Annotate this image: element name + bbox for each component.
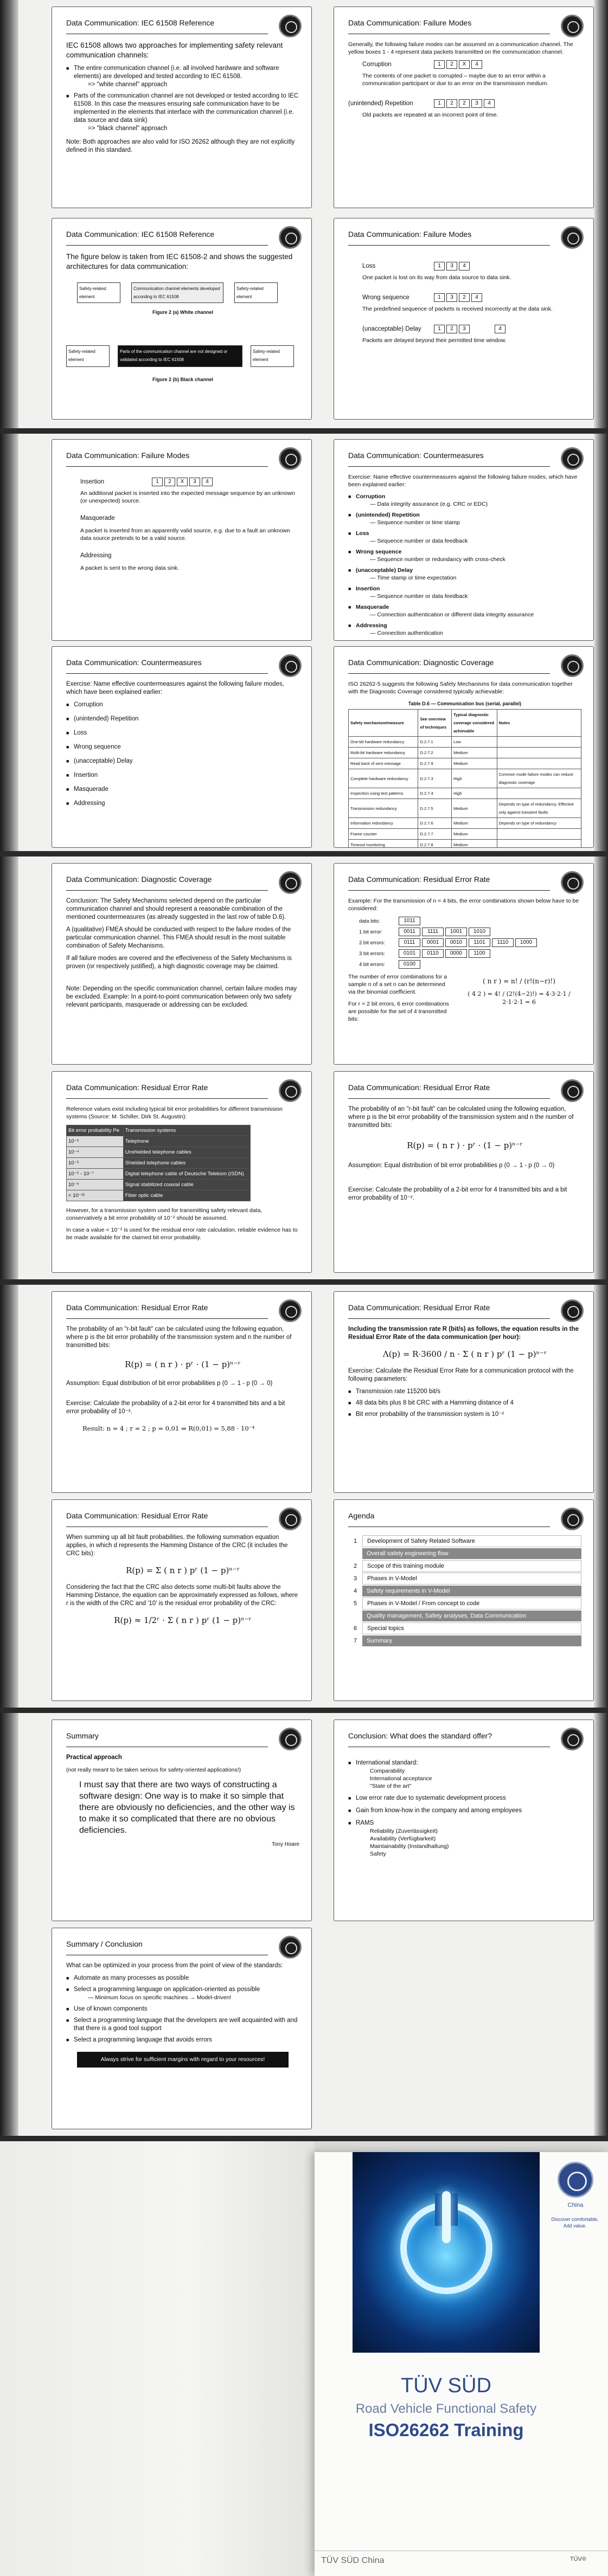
packet-box: 1 <box>434 325 445 333</box>
agenda-row: 5 Phases in V-Model / From concept to code <box>348 1598 581 1609</box>
bullet: ■ Parts of the communication channel are not developed or tested according to IEC 61508. In this case the measures ensuring safe communication have to be implemented in the elements that interface with the communication channel (i.e. data source and data sink) => "black channel" approach <box>66 92 299 133</box>
packet-box: 4 <box>495 325 505 333</box>
slide-countermeasures-exercise <box>52 646 312 848</box>
slide-intro: What can be optimized in your process from the point of view of the standards: <box>66 1962 283 1969</box>
list-item: ■ Addressing — Connection authentication <box>348 622 581 637</box>
packet-box: 2 <box>459 293 470 302</box>
mode-label: (unacceptable) Delay <box>362 325 421 332</box>
bit-pattern: 0010 <box>445 938 467 947</box>
slide-title: Data Communication: Residual Error Rate <box>348 1083 550 1099</box>
mode-description: The predefined sequence of packets is received incorrectly at the data sink. <box>362 306 553 312</box>
sheet-5 <box>0 1713 608 2136</box>
list-item: ■ (unintended) Repetition <box>66 715 299 723</box>
figure-box: Safety-related element <box>234 282 278 303</box>
bit-pattern: 1100 <box>469 949 490 958</box>
tuv-logo-icon <box>279 1299 302 1322</box>
list-item: ■ Transmission rate 115200 bit/s <box>348 1388 581 1396</box>
packet-box: 2 <box>446 99 457 108</box>
list-item: ■ Wrong sequence <box>66 743 299 751</box>
slide-title: Conclusion: What does the standard offer? <box>348 1731 550 1747</box>
list-item: ■ Corruption — Data integrity assurance (e.g. CRC or EDC) <box>348 493 581 508</box>
list-item: ■ Use of known components <box>66 2005 299 2013</box>
mode-label: Corruption <box>362 61 392 68</box>
paragraph: When summing up all bit fault probabilities, the following summation equation applies, in which d represents the Hamming Distance of the CRC (it includes the CRC bits): <box>66 1534 288 1557</box>
power-icon <box>442 2191 451 2243</box>
tuv-logo-icon <box>561 226 584 249</box>
tuv-logo-icon <box>561 1728 584 1750</box>
paragraph: Assumption: Equal distribution of bit error probabilities p (0 → 1 - p (0 → 0) <box>66 1380 273 1387</box>
agenda-row: 3 Phases in V-Model <box>348 1573 581 1584</box>
paragraph: However, for a transmission system used for transmitting safety relevant data, conservatively a bit error probability of 10⁻² should be assumed. <box>66 1207 263 1221</box>
list-item: ■ Bit error probability of the transmission system is 10⁻² <box>348 1411 581 1419</box>
slide-title: Data Communication: Countermeasures <box>66 658 268 674</box>
bit-pattern: 0111 <box>399 938 420 947</box>
subtitle: Practical approach <box>66 1754 122 1761</box>
figure-box: Safety-related element <box>77 282 120 303</box>
figure-box: Safety-related element <box>251 345 294 367</box>
slide-intro: Example: For the transmission of n = 4 bits, the error combinations shown below have to be considered: <box>348 898 579 912</box>
sheet-2 <box>0 434 608 851</box>
slide-intro: ISO 26262-5 suggests the following Safety Mechanisms for data communication together with the Diagnostic Coverage considered typically achievable: <box>348 681 573 695</box>
slide-diagnostic-coverage-table <box>334 646 594 848</box>
slide-title: Data Communication: Residual Error Rate <box>348 1303 550 1319</box>
slide-title: Data Communication: IEC 61508 Reference <box>66 229 268 246</box>
slide-title: Data Communication: Failure Modes <box>348 229 550 246</box>
slide-title: Data Communication: Residual Error Rate <box>66 1303 268 1319</box>
tuv-logo-icon <box>279 15 302 37</box>
packet-box: 1 <box>434 293 445 302</box>
agenda-row: Overall safety engineering flow <box>348 1548 581 1559</box>
tuv-logo-icon <box>561 15 584 37</box>
paragraph: Exercise: Calculate the probability of a 2-bit error for 4 transmitted bits and a bit error probability of 10⁻². <box>348 1187 567 1201</box>
table-caption: Table D.6 — Communication bus (serial, parallel) <box>408 701 522 706</box>
slide-title: Data Communication: Residual Error Rate <box>66 1511 268 1527</box>
quote: I must say that there are two ways of constructing a software design: One way is to make it so simple that there are obviously no deficiencies, and the other way is to make it so complicated that there are no obvious deficiencies. <box>79 1780 295 1835</box>
mode-label: Addressing <box>80 552 112 559</box>
bit-pattern: 0011 <box>399 928 420 936</box>
slide-title: Data Communication: Diagnostic Coverage <box>66 874 268 891</box>
list-item: ■ Insertion — Sequence number or data feedback <box>348 585 581 600</box>
packet-box: 2 <box>446 325 457 333</box>
mode-label: (unintended) Repetition <box>348 100 413 107</box>
list-item: ■ Loss — Sequence number or data feedback <box>348 530 581 545</box>
tuv-logo-icon <box>279 1728 302 1750</box>
paragraph: The probability of an "r-bit fault" can be calculated using the following equation, where p is the bit error probability of the transmission system and n the number of transmitted bits: <box>348 1106 574 1129</box>
cover-brand: TÜV SÜD <box>401 2374 491 2397</box>
parameter-list <box>348 1388 581 1419</box>
result: Result: n = 4 ; r = 2 ; p = 0,01 ⇒ R(0,01) = 5,88 · 10⁻⁴ <box>82 1425 255 1432</box>
slide-summary-quote <box>52 1720 312 1921</box>
packet-box: 2 <box>459 99 470 108</box>
slide-title: Summary <box>66 1731 268 1747</box>
summation-equation: R(p) = Σ ( n r ) pʳ (1 − p)ⁿ⁻ʳ <box>126 1566 240 1575</box>
bit-pattern: 1101 <box>469 938 490 947</box>
list-item: ■ Wrong sequence — Sequence number or redundancy with cross-check <box>348 548 581 563</box>
table-row: One-bit hardware redundancy D.2.7.1 Low <box>349 737 581 748</box>
list-item: ■ Masquerade — Connection authentication or different data integrity assurance <box>348 603 581 619</box>
agenda-row: 7 Summary <box>348 1635 581 1646</box>
paragraph: In case a value < 10⁻² is used for the residual error rate calculation, reliable evidence has to be made available for the claimed bit error probability. <box>66 1227 298 1241</box>
table-header-row: Safety mechanism/measure See overview of techniques Typical diagnostic coverage considered achievable Notes <box>349 710 581 737</box>
slide-title: Data Communication: Failure Modes <box>348 18 550 34</box>
paragraph: For r = 2 bit errors, 6 error combinations are possible for the set of 4 transmitted bits: <box>348 1001 449 1022</box>
slide-title: Data Communication: Residual Error Rate <box>348 874 550 891</box>
cover-footer-mark: TÜV® <box>569 2556 586 2562</box>
tuv-logo-icon <box>279 226 302 249</box>
list-item: ■ (unacceptable) Delay — Time stamp or time expectation <box>348 566 581 582</box>
slide-intro: Reference values exist including typical bit error probabilities for different transmission systems (Source: M. Schiller, Dirk St. Augustin): <box>66 1106 283 1120</box>
tuv-logo-icon <box>561 654 584 677</box>
slide-intro: Exercise: Name effective countermeasures against the following failure modes, which have been explained earlier: <box>66 681 284 695</box>
bit-pattern: 0000 <box>445 949 467 958</box>
tuv-logo-icon <box>279 654 302 677</box>
list-item: ■ International standard: Comparability International acceptance "State of the art" <box>348 1759 581 1790</box>
agenda-list <box>348 1536 581 1693</box>
bit-pattern: 1001 <box>445 928 467 936</box>
packet-sequence <box>434 99 495 108</box>
slide-residual-error-combinations <box>334 863 594 1065</box>
packet-box: 4 <box>459 262 470 271</box>
paragraph: The probability of an "r-bit fault" can be calculated using the following equation, where p is the bit error probability of the transmission system and n the number of transmitted bits: <box>66 1326 292 1349</box>
bit-pattern: 0001 <box>422 938 444 947</box>
list-item: ■ RAMS Reliability (Zuverlässigkeit) Availability (Verfügbarkeit) Maintainability (Instandhaltung) Safety <box>348 1819 581 1858</box>
cover-title: ISO26262 Training <box>368 2420 524 2440</box>
tuv-logo-icon <box>561 1508 584 1530</box>
paragraph: A (qualitative) FMEA should be conducted with respect to the failure modes of the particular communication channel. This FMEA should result in the most suitable combination of Safety Mechanisms. <box>66 926 291 949</box>
probability-equation: R(p) = ( n r ) · pʳ · (1 − p)ⁿ⁻ʳ <box>125 1360 241 1369</box>
probability-equation: R(p) = ( n r ) · pʳ · (1 − p)ⁿ⁻ʳ <box>407 1141 523 1150</box>
list-item: ■ Select a programming language that the developers are well acquainted with and that there is a good tool support <box>66 2017 299 2033</box>
slide-title: Data Communication: IEC 61508 Reference <box>66 18 268 34</box>
packet-sequence <box>434 60 482 69</box>
highlight-banner: Always strive for sufficient margins with regard to your resources! <box>77 2052 289 2068</box>
list-item: ■ Select a programming language on application-oriented as possible — Minimum focus on specific machines → Model-driven! <box>66 1986 299 2002</box>
sheet-1 <box>0 0 608 428</box>
list-item: ■ (unintended) Repetition — Sequence number or time stamp <box>348 511 581 526</box>
packet-box: 3 <box>446 262 457 271</box>
error-combination-grid: data bits: 1011 1 bit error: 0011 1111 1001 1010 2 bit errors: 0111 0001 0010 1101 1110 1000 3 bit errors: 0101 0110 0000 1100 4 bit errors: 0100 <box>359 917 581 969</box>
residual-error-rate-equation: Λ(p) = R·3600 / n · Σ ( n r ) pʳ (1 − p)ⁿ⁻ʳ <box>382 1349 547 1359</box>
cover-footer: TÜV SÜD China <box>321 2556 385 2565</box>
list-item: ■ Corruption <box>66 701 299 709</box>
mode-description: The contents of one packet is corrupted – maybe due to an error within a communication participant or due to an error on the transmission medium. <box>362 73 549 87</box>
bit-pattern: 0101 <box>399 949 420 958</box>
packet-box: 4 <box>484 99 495 108</box>
packet-box: 4 <box>471 60 482 69</box>
paragraph: Including the transmission rate R (bit/s) as follows, the equation results in the Residual Error Rate of the data communication (per hour): <box>348 1326 579 1341</box>
list-item: ■ Low error rate due to systematic development process <box>348 1794 581 1802</box>
table-row: Multi-bit hardware redundancy D.2.7.2 Medium <box>349 748 581 758</box>
list-item: ■ Addressing <box>66 800 299 808</box>
bullet: ■ The entire communication channel (i.e. all involved hardware and software elements) are developed and tested according to IEC 61508. => "white channel" approach <box>66 65 299 89</box>
cover-back-page <box>0 2141 315 2576</box>
paragraph: Considering the fact that the CRC also detects some multi-bit faults above the Hamming Distance, the equation can be approximately expressed as follows, where r is the width of the CRC and '10' is the residual error probability of the CRC: <box>66 1584 298 1607</box>
sheet-3 <box>0 856 608 1279</box>
bit-pattern: 1010 <box>469 928 490 936</box>
mode-label: Insertion <box>80 478 105 485</box>
subtitle-note: (not really meant to be taken serious for safety-oriented applications!) <box>66 1767 241 1773</box>
bit-pattern: 1111 <box>422 928 444 936</box>
mode-description: One packet is lost on its way from data source to data sink. <box>362 274 511 281</box>
packet-box: 2 <box>446 60 457 69</box>
table-row: Frame counter D.2.7.7 Medium <box>349 829 581 840</box>
figure-box: Communication channel elements developed according to IEC 61508 <box>131 282 223 303</box>
table-header-row: Bit error probability Pe Transmission systems <box>67 1125 251 1136</box>
note: Note: Both approaches are also valid for ISO 26262 although they are not explicitly defined in this standard. <box>66 139 295 153</box>
list-item: ■ Select a programming language that avoids errors <box>66 2036 299 2044</box>
paragraph: Conclusion: The Safety Mechanisms selected depend on the particular communication channel and should represent a reasonable combination of the mentioned countermeasures (as already suggested in the last row of table D.6). <box>66 898 286 920</box>
bit-pattern: 1110 <box>492 938 514 947</box>
bit-pattern: 1011 <box>399 917 420 925</box>
slide-title: Data Communication: Diagnostic Coverage <box>348 658 550 674</box>
slide-bit-error-probabilities <box>52 1071 312 1273</box>
list-item: ■ (unacceptable) Delay <box>66 757 299 765</box>
packet-box: 4 <box>202 478 213 486</box>
packet-box: 1 <box>434 262 445 271</box>
bit-pattern: 0100 <box>399 960 420 969</box>
slide-intro: IEC 61508 allows two approaches for implementing safety relevant communication channels: <box>66 41 283 59</box>
tuv-logo-icon <box>279 447 302 470</box>
tuv-logo-icon <box>279 1936 302 1959</box>
failure-mode-list <box>66 701 299 808</box>
agenda-row: 4 Safety requirements in V-Model <box>348 1586 581 1596</box>
paragraph: Exercise: Calculate the Residual Error Rate for a communication protocol with the following parameters: <box>348 1368 574 1382</box>
packet-box: 1 <box>434 99 445 108</box>
paragraph: Exercise: Calculate the probability of a 2-bit error for 4 transmitted bits and a bit error probability of 10⁻². <box>66 1400 285 1415</box>
slide-iec61508-reference-1 <box>52 7 312 208</box>
table-row: Inspection using test patterns D.2.7.4 High <box>349 788 581 799</box>
table-row: 10⁻³ Telephone <box>67 1136 251 1147</box>
cover-sheet <box>0 2141 608 2576</box>
table-row: Timeout monitoring D.2.7.8 Medium <box>349 840 581 848</box>
optimization-list <box>66 1974 299 2044</box>
slide-title: Data Communication: Countermeasures <box>348 450 550 467</box>
diagnostic-coverage-table <box>348 709 581 848</box>
slide-summary-conclusion <box>52 1928 312 2129</box>
note: Note: Depending on the specific communication channel, certain failure modes may be excluded. Example: In a point-to-point communication between only two safety relevant participants, masquerade or addressing can be excluded. <box>66 986 297 1008</box>
mode-description: An additional packet is inserted into the expected message sequence by an unknown (or unexpected) source. <box>80 490 295 504</box>
table-row: Information redundancy D.2.7.6 Medium Depends on type of redundancy <box>349 818 581 829</box>
slide-countermeasures-answers <box>334 439 594 641</box>
bit-error-table <box>66 1125 251 1201</box>
figure-caption: Figure 2 (b) Black channel <box>152 377 214 382</box>
table-row: < 10⁻¹² Fiber optic cable <box>67 1190 251 1201</box>
agenda-row: 2 Scope of this training module <box>348 1561 581 1572</box>
slide-residual-error-result <box>52 1291 312 1493</box>
tuv-logo-icon <box>561 447 584 470</box>
list-item: ■ Gain from know-how in the company and among employees <box>348 1807 581 1815</box>
cover-tagline: Discover comfortable, Add value. <box>551 2217 599 2229</box>
mode-label: Masquerade <box>80 515 115 521</box>
figure-box: Safety-related element <box>66 345 110 367</box>
binomial-example: ( 4 2 ) = 4! / (2!(4−2)!) = 4·3·2·1 / 2·1·2·1 = 6 <box>468 990 571 1006</box>
bit-pattern: 1000 <box>515 938 537 947</box>
list-item: ■ Masquerade <box>66 785 299 794</box>
slide-failure-modes-1 <box>334 7 594 208</box>
benefit-list <box>348 1759 581 1858</box>
power-button-image <box>353 2152 540 2353</box>
slide-intro: The figure below is taken from IEC 61508-2 and shows the suggested architectures for data communication: <box>66 253 293 271</box>
mode-description: A packet is sent to the wrong data sink. <box>80 565 180 571</box>
sheet-4 <box>0 1285 608 1708</box>
slide-title: Agenda <box>348 1511 550 1527</box>
agenda-row: 1 Development of Safety Related Software <box>348 1536 581 1547</box>
slide-failure-modes-2 <box>334 218 594 420</box>
tuv-logo-icon <box>561 871 584 894</box>
table-row: Transmission redundancy D.2.7.5 Medium Depends on type of redundancy. Effective only against transient faults <box>349 799 581 818</box>
paragraph: The number of error combinations for a sample n of a set n can be determined via the binomial coefficient. <box>348 974 447 995</box>
packet-box: 1 <box>434 60 445 69</box>
paragraph: If all failure modes are covered and the effectiveness of the Safety Mechanisms is proven (or respectively justified), a high diagnostic coverage may be claimed. <box>66 955 292 970</box>
table-row: Read back of sent message D.2.7.9 Medium <box>349 758 581 769</box>
slide-residual-error-exercise <box>334 1071 594 1273</box>
quote-author: Tony Hoare <box>271 1841 299 1847</box>
packet-box: 3 <box>189 478 200 486</box>
slide-residual-error-rate-exercise <box>334 1291 594 1493</box>
approximation-equation: R(p) ≈ 1/2ʳ · Σ ( n r ) pʳ (1 − p)ⁿ⁻ʳ <box>114 1615 252 1625</box>
slide-intro: Exercise: Name effective countermeasures against the following failure modes, which have been explained earlier: <box>348 474 578 488</box>
slide-title: Data Communication: Failure Modes <box>66 450 268 467</box>
slide-failure-modes-3 <box>52 439 312 641</box>
mode-label: Wrong sequence <box>362 294 409 301</box>
tuv-logo-icon <box>279 871 302 894</box>
mode-description: Packets are delayed beyond their permitted time window. <box>362 337 507 344</box>
bit-pattern: 0110 <box>422 949 444 958</box>
tuv-logo-icon <box>561 1299 584 1322</box>
white-channel-figure <box>66 276 299 320</box>
list-item: ■ Insertion <box>66 771 299 780</box>
slide-iec61508-reference-2 <box>52 218 312 420</box>
list-item: ■ 48 data bits plus 8 bit CRC with a Hamming distance of 4 <box>348 1399 581 1407</box>
packet-box: 3 <box>446 293 457 302</box>
packet-box: 2 <box>164 478 175 486</box>
tuv-sud-logo-icon <box>558 2162 593 2198</box>
tuv-logo-icon <box>279 1079 302 1102</box>
slide-residual-error-summation <box>52 1499 312 1701</box>
table-row: 10⁻⁵ - 10⁻⁷ Digital telephone cable of Deutsche Telekom (ISDN) <box>67 1169 251 1180</box>
table-row: 10⁻⁹ Signal stabilized coaxial cable <box>67 1180 251 1190</box>
cover-front-page <box>315 2152 608 2576</box>
slide-intro: Generally, the following failure modes can be assumed on a communication channel. The yellow boxes 1 - 4 represent data packets transmitted on the communication channel. <box>348 41 573 55</box>
table-row: Complete hardware redundancy D.2.7.3 High Common mode failure modes can reduce diagnostic coverage <box>349 769 581 788</box>
tuv-logo-icon <box>279 1508 302 1530</box>
mode-description: A packet is inserted from an apparently valid source, e.g. due to a fault an unknown data source pretends to be a valid source. <box>80 527 290 542</box>
packet-box: 1 <box>152 478 163 486</box>
mode-description: Old packets are repeated at an incorrect point of time. <box>362 112 498 118</box>
agenda-row: 6 Special topics <box>348 1623 581 1634</box>
slide-agenda <box>334 1499 594 1701</box>
mode-label: Loss <box>362 262 376 269</box>
countermeasure-list <box>348 493 581 637</box>
agenda-row: Quality management, Safety analyses, Data Communication <box>348 1611 581 1621</box>
list-item: ■ Automate as many processes as possible <box>66 1974 299 1982</box>
slide-standard-benefits <box>334 1720 594 1921</box>
slide-title: Data Communication: Residual Error Rate <box>66 1083 268 1099</box>
packet-box: 4 <box>471 293 482 302</box>
slide-diagnostic-coverage-conclusion <box>52 863 312 1065</box>
paragraph: Assumption: Equal distribution of bit error probabilities p (0 → 1 - p (0 → 0) <box>348 1162 555 1169</box>
packet-box: X <box>177 478 188 486</box>
black-channel-figure <box>66 324 299 389</box>
list-item: ■ Loss <box>66 729 299 737</box>
figure-caption: Figure 2 (a) White channel <box>152 310 213 315</box>
packet-box: 3 <box>471 99 482 108</box>
binomial-equation: ( n r ) = n! / (r!(n−r)!) <box>483 977 555 985</box>
table-row: 10⁻⁵ Shielded telephone cables <box>67 1158 251 1169</box>
packet-box: 3 <box>459 325 470 333</box>
figure-box: Parts of the communication channel are not designed or validated according to IEC 61508 <box>118 345 242 367</box>
tuv-logo-icon <box>561 1079 584 1102</box>
packet-box: X <box>459 60 470 69</box>
cover-subtitle: Road Vehicle Functional Safety <box>355 2401 537 2416</box>
table-row: 10⁻⁴ Unshielded telephone cables <box>67 1147 251 1158</box>
slide-title: Summary / Conclusion <box>66 1939 268 1955</box>
logo-region: China <box>567 2202 584 2208</box>
